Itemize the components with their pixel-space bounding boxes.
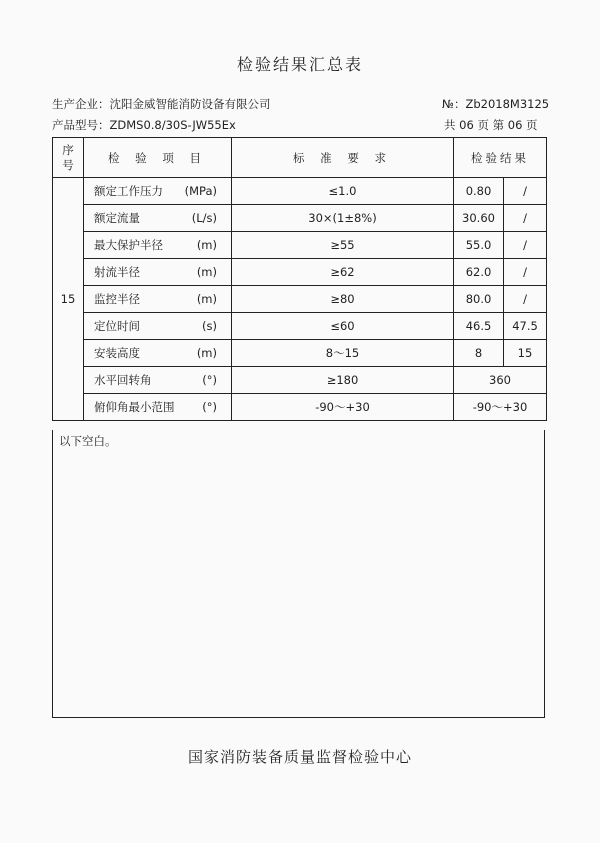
standard-cell: 8～15: [232, 340, 454, 367]
item-cell: [84, 286, 232, 313]
item-unit: (MPa): [184, 184, 217, 198]
table-row: [53, 259, 547, 286]
item-unit: (m): [196, 238, 217, 252]
report-number: №：Zb2018M3125: [442, 97, 550, 111]
item-cell: [84, 205, 232, 232]
item-unit: (°): [202, 400, 217, 414]
item-cell: [84, 178, 232, 205]
standard-cell: ≤60: [232, 313, 454, 340]
result-cell: 360: [454, 367, 547, 394]
item-cell: [84, 394, 232, 421]
result-cell-2: /: [504, 286, 547, 313]
item-cell: [84, 340, 232, 367]
standard-cell: ≥180: [232, 367, 454, 394]
model-line: [52, 117, 236, 133]
item-name: 水平回转角: [94, 373, 152, 387]
item-name: 定位时间: [94, 319, 140, 333]
standard-cell: ≥62: [232, 259, 454, 286]
item-name: 俯仰角最小范围: [94, 400, 175, 414]
result-cell: -90～+30: [454, 394, 547, 421]
page-count: 共 06 页 第 06 页: [444, 118, 538, 132]
item-cell: [84, 259, 232, 286]
result-cell-2: 47.5: [504, 313, 547, 340]
item-name: 额定流量: [94, 211, 140, 225]
blank-note: 以下空白。: [59, 434, 117, 448]
result-cell-2: /: [504, 259, 547, 286]
manufacturer-line: [52, 96, 271, 112]
standard-cell: ≥55: [232, 232, 454, 259]
header-standard: 标 准 要 求: [232, 138, 454, 178]
standard-cell: ≥80: [232, 286, 454, 313]
result-cell-1: 55.0: [454, 232, 504, 259]
model: ZDMS0.8/30S-JW55Ex: [109, 118, 236, 132]
standard-cell: -90～+30: [232, 394, 454, 421]
results-table: [52, 137, 547, 421]
item-name: 射流半径: [94, 265, 140, 279]
standard-cell: ≤1.0: [232, 178, 454, 205]
result-cell-2: /: [504, 178, 547, 205]
table-row: [53, 313, 547, 340]
table-row: [53, 394, 547, 421]
result-cell-1: 0.80: [454, 178, 504, 205]
manufacturer-label: 生产企业：: [52, 97, 110, 111]
item-unit: (L/s): [191, 211, 217, 225]
item-name: 监控半径: [94, 292, 140, 306]
item-cell: [84, 367, 232, 394]
issuer-footer: 国家消防装备质量监督检验中心: [187, 748, 412, 766]
item-unit: (m): [196, 346, 217, 360]
standard-cell: 30×(1±8%): [232, 205, 454, 232]
manufacturer: 沈阳金威智能消防设备有限公司: [109, 97, 271, 111]
item-cell: [84, 232, 232, 259]
item-unit: (°): [202, 373, 217, 387]
header-item: 检 验 项 目: [84, 138, 232, 178]
result-cell-1: 30.60: [454, 205, 504, 232]
header-seq: 序号: [53, 138, 84, 178]
table-row: [53, 286, 547, 313]
model-label: 产品型号：: [52, 118, 110, 132]
result-cell-2: /: [504, 205, 547, 232]
seq-cell: 15: [53, 178, 84, 421]
blank-area: [52, 430, 545, 718]
table-row: [53, 178, 547, 205]
item-unit: (m): [196, 292, 217, 306]
table-row: [53, 340, 547, 367]
result-cell-1: 46.5: [454, 313, 504, 340]
item-name: 安装高度: [94, 346, 140, 360]
result-cell-1: 8: [454, 340, 504, 367]
item-name: 额定工作压力: [94, 184, 163, 198]
document-title: 检验结果汇总表: [236, 55, 363, 74]
item-name: 最大保护半径: [94, 238, 163, 252]
result-cell-1: 62.0: [454, 259, 504, 286]
result-cell-2: /: [504, 232, 547, 259]
table-row: [53, 367, 547, 394]
table-row: [53, 232, 547, 259]
item-unit: (m): [196, 265, 217, 279]
result-cell-1: 80.0: [454, 286, 504, 313]
item-unit: (s): [202, 319, 217, 333]
header-result: 检验结果: [454, 138, 547, 178]
table-row: [53, 205, 547, 232]
item-cell: [84, 313, 232, 340]
result-cell-2: 15: [504, 340, 547, 367]
